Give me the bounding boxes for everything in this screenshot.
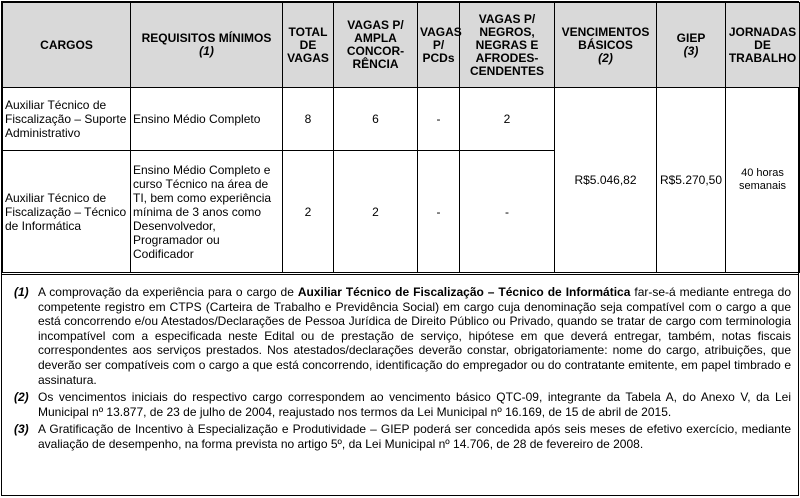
footnote-2	[14, 390, 791, 419]
header-vagas-ampla: VAGAS P/ AMPLA CONCOR-RÊNCIA	[334, 3, 418, 88]
cell-pcds: -	[418, 88, 460, 151]
cell-negros: 2	[460, 88, 555, 151]
cell-requisitos: Ensino Médio Completo	[131, 88, 283, 151]
footnote-bold-cargo: Auxiliar Técnico de Fiscalização – Técnico de Informática	[297, 285, 631, 299]
header-cargos: CARGOS	[3, 3, 131, 88]
document-page	[1, 1, 799, 496]
cell-jornadas: 40 horas semanais	[726, 88, 800, 273]
table-row	[3, 88, 800, 151]
footnote-number: (3)	[14, 422, 29, 437]
header-requisitos: REQUISITOS MÍNIMOS (1)	[131, 3, 283, 88]
cell-ampla: 6	[334, 88, 418, 151]
positions-table	[2, 2, 800, 273]
header-vencimentos: VENCIMENTOS BÁSICOS (2)	[555, 3, 657, 88]
footnote-text: A Gratificação de Incentivo à Especialização e Produtividade – GIEP poderá ser concedida após seis meses de efetivo exercício, mediante avaliação de desempenho, na forma prevista no artigo 5º, da Lei Municipal nº 14.706, de 28 de fevereiro de 2008.	[38, 422, 791, 451]
header-giep-ref: (3)	[683, 44, 699, 58]
cell-giep: R$5.270,50	[657, 88, 726, 273]
header-vagas-pcds: VAGAS P/ PCDs	[418, 3, 460, 88]
cell-total: 2	[283, 151, 334, 273]
footnote-number: (2)	[14, 390, 29, 405]
cell-pcds: -	[418, 151, 460, 273]
cell-cargo: Auxiliar Técnico de Fiscalização – Suporte Administrativo	[3, 88, 131, 151]
header-vagas-negros: VAGAS P/ NEGROS, NEGRAS E AFRODES-CENDENTES	[460, 3, 555, 88]
header-total-vagas: TOTAL DE VAGAS	[283, 3, 334, 88]
header-jornadas: JORNADAS DE TRABALHO	[726, 3, 800, 88]
cell-ampla: 2	[334, 151, 418, 273]
footnote-1	[14, 285, 791, 387]
cell-vencimentos: R$5.046,82	[555, 88, 657, 273]
cell-cargo: Auxiliar Técnico de Fiscalização – Técnico de Informática	[3, 151, 131, 273]
cell-negros: -	[460, 151, 555, 273]
header-giep: GIEP (3)	[657, 3, 726, 88]
header-requisitos-ref: (1)	[199, 44, 214, 58]
footnote-text: Os vencimentos iniciais do respectivo cargo correspondem ao vencimento básico QTC-09, integrante da Tabela A, do Anexo V, da Lei Municipal nº 13.877, de 23 de julho de 2004, reajustado nos termos da Lei Municipal nº 16.169, de 15 de abril de 2015.	[38, 390, 791, 419]
footnote-3	[14, 422, 791, 451]
header-row	[3, 3, 800, 88]
footnote-number: (1)	[14, 285, 29, 299]
header-vencimentos-ref: (2)	[598, 50, 613, 65]
cell-requisitos: Ensino Médio Completo e curso Técnico na área de TI, bem como experiência mínima de 3 anos como Desenvolvedor, Programador ou Codificador	[131, 151, 283, 273]
cell-total: 8	[283, 88, 334, 151]
footnotes	[2, 274, 799, 496]
footnote-text: A comprovação da experiência para o cargo de Auxiliar Técnico de Fiscalização – Técnico de Informática far-se-á mediante entrega do competente registro em CTPS (Carteira de Trabalho e Previdência Social) em cargo cuja denominação seja compatível com o cargo a que está concorrendo e/ou Atestados/Declarações de Pessoa Jurídica de Direito Público ou Privado, quando se tratar de cargo com terminologia incompatível com a especificada neste Edital ou de prestação de serviço, hipótese em que deverá entregar, também, notas fiscais correspondentes aos serviços prestados. Nos atestados/declarações deverão constar, obrigatoriamente: nome do cargo, atribuições, que deverão ser compatíveis com o cargo a que está concorrendo, identificação do empregador ou do contratante emitente, em papel timbrado e assinatura.	[38, 285, 791, 387]
